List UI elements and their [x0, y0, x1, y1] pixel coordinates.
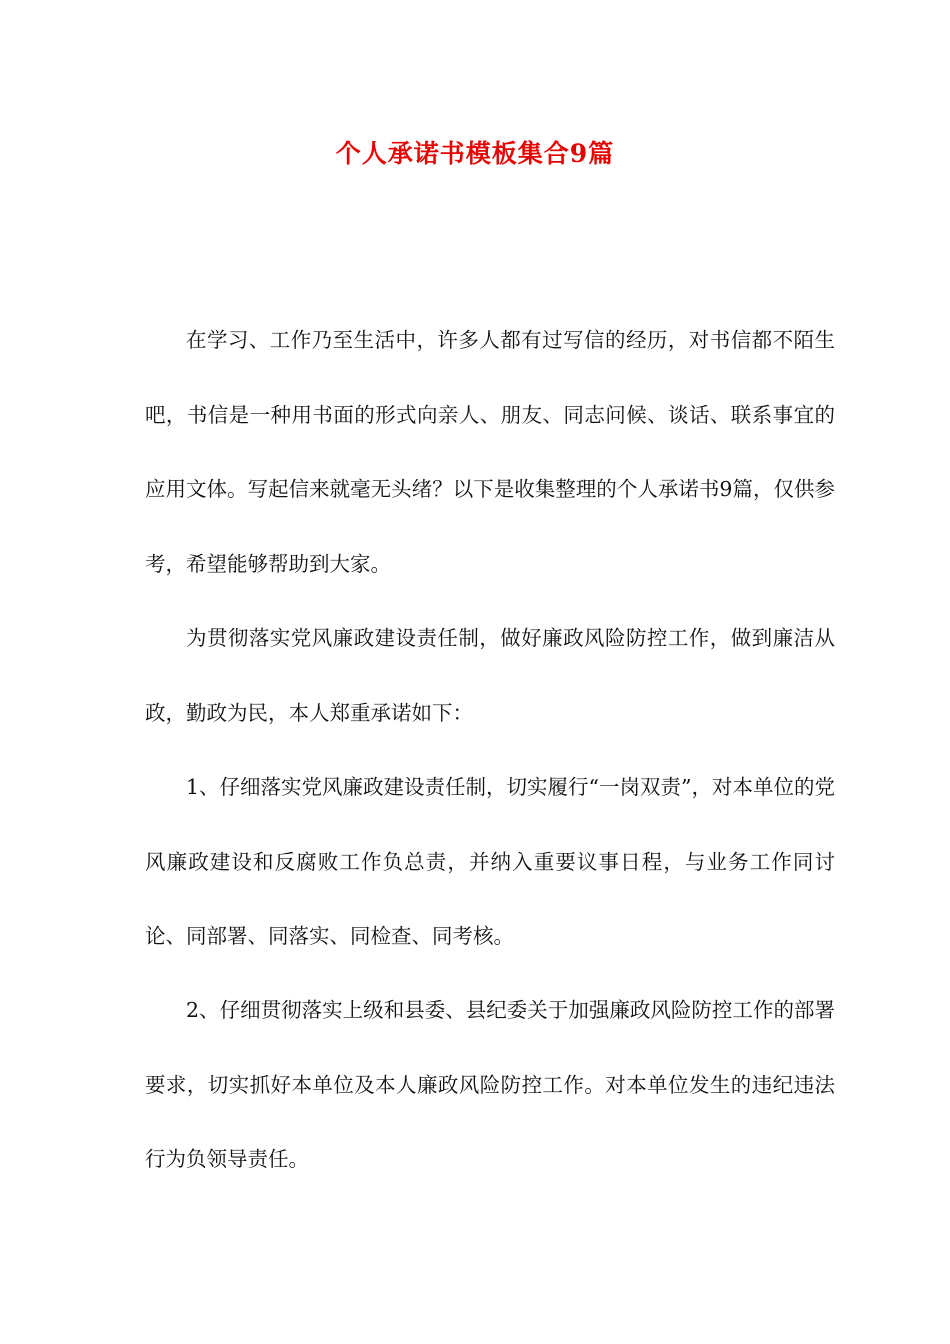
- commitment-item-2: 2、仔细贯彻落实上级和县委、县纪委关于加强廉政风险防控工作的部署要求，切实抓好本单位及本人廉政风险防控工作。对本单位发生的违纪违法行为负领导责任。: [145, 998, 835, 1171]
- commitment-intro-paragraph: 为贯彻落实党风廉政建设责任制，做好廉政风险防控工作，做到廉洁从政，勤政为民，本人郑重承诺如下：: [145, 626, 835, 725]
- intro-paragraph: 在学习、工作乃至生活中，许多人都有过写信的经历，对书信都不陌生吧，书信是一种用书面的形式向亲人、朋友、同志问候、谈话、联系事宜的应用文体。写起信来就毫无头绪？以下是收集整理的个人承诺书9篇，仅供参考，希望能够帮助到大家。: [145, 328, 835, 576]
- document-title: 个人承诺书模板集合9篇: [335, 139, 615, 168]
- commitment-item-1: 1、仔细落实党风廉政建设责任制，切实履行“一岗双责”，对本单位的党风廉政建设和反腐败工作负总责，并纳入重要议事日程，与业务工作同讨论、同部署、同落实、同检查、同考核。: [145, 775, 836, 948]
